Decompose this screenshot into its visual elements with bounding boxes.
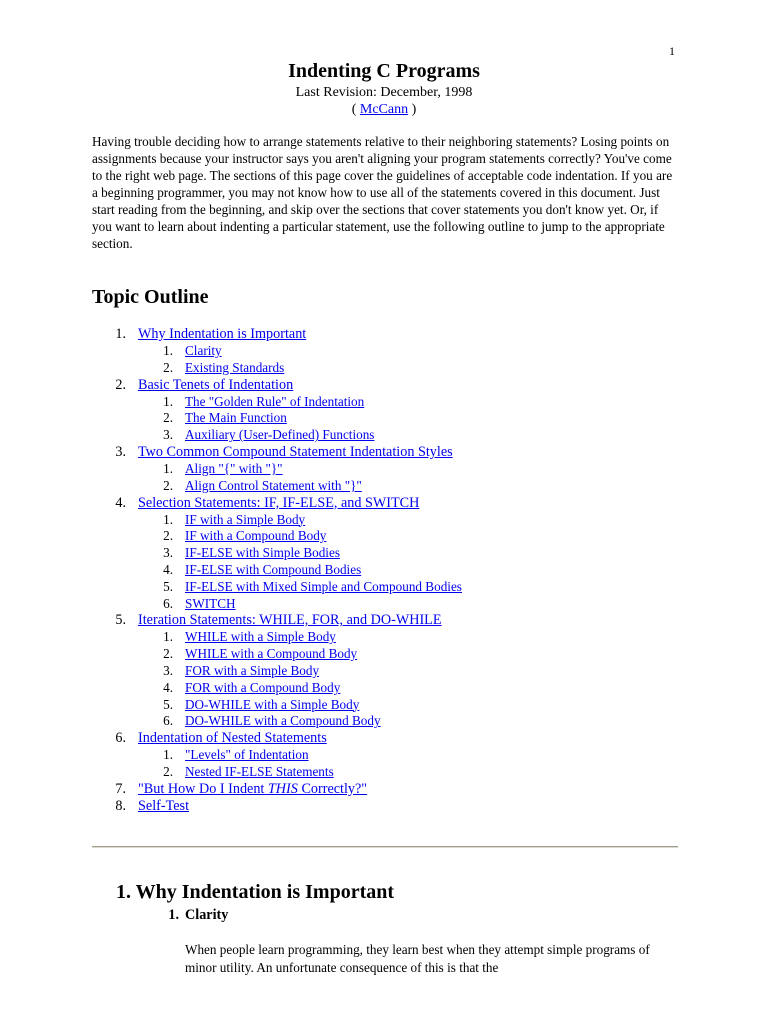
page-number: 1: [669, 44, 675, 58]
author-line: [0, 101, 768, 118]
outline-subitem-number: 1.: [163, 747, 173, 763]
outline-sublink[interactable]: Auxiliary (User-Defined) Functions: [185, 427, 375, 443]
outline-subitem: [0, 461, 768, 478]
outline-item: [0, 612, 768, 629]
outline-subitem-number: 3.: [163, 662, 173, 678]
outline-subitem: [0, 579, 768, 596]
subsection-heading-clarity: [0, 905, 768, 925]
outline-sublink[interactable]: Existing Standards: [185, 359, 285, 375]
outline-item-number: 1.: [115, 326, 126, 342]
outline-sublink[interactable]: DO-WHILE with a Simple Body: [185, 696, 360, 712]
outline-subitem-number: 3.: [163, 545, 173, 561]
outline-item: [0, 730, 768, 747]
outline-subitem-number: 4.: [163, 679, 173, 695]
outline-subitem-number: 2.: [163, 528, 173, 544]
outline-subitem: [0, 646, 768, 663]
outline-subitem: [0, 478, 768, 495]
outline-subitem: [0, 713, 768, 730]
outline-subitem: [0, 747, 768, 764]
outline-link[interactable]: Basic Tenets of Indentation: [138, 376, 294, 393]
outline-sublink[interactable]: Clarity: [185, 343, 222, 358]
outline-subitem: [0, 562, 768, 579]
outline-item: [0, 377, 768, 394]
outline-link[interactable]: Iteration Statements: WHILE, FOR, and DO-WHILE: [138, 612, 442, 629]
outline-subitem: [0, 629, 768, 646]
outline-subitem-number: 6.: [163, 713, 173, 729]
outline-subitem: [0, 663, 768, 680]
outline-item-number: 5.: [115, 612, 126, 629]
outline-subitem-number: 1.: [163, 393, 173, 409]
outline-item-number: 3.: [115, 443, 126, 460]
intro-paragraph: Having trouble deciding how to arrange statements relative to their neighboring statements? Losing points on assignments because your instructor says you aren't aligning your program statements correctly? You've come to the right web page. The sections of this page cover the guidelines of acceptable code indentation. If you are a beginning programmer, you may not know how to use all of the statements covered in this document. Just start reading from the beginning, and skip over the sections that cover statements you don't know yet. Or, if you want to learn about indenting a particular statement, use the following outline to jump to the appropriate section.: [92, 134, 673, 251]
outline-sublink[interactable]: The "Golden Rule" of Indentation: [185, 393, 365, 409]
topic-outline-heading: Topic Outline: [92, 286, 209, 308]
outline-subitem: [0, 512, 768, 529]
outline-sublink[interactable]: SWITCH: [185, 595, 236, 611]
outline-sublink[interactable]: FOR with a Compound Body: [185, 679, 341, 695]
outline-subitem-number: 2.: [163, 763, 173, 779]
outline-subitem-number: 1.: [163, 629, 173, 645]
outline-subitem-number: 1.: [163, 343, 173, 358]
outline-sublink[interactable]: Nested IF-ELSE Statements: [185, 763, 334, 779]
outline-sublink[interactable]: WHILE with a Compound Body: [185, 646, 358, 662]
outline-sublink[interactable]: FOR with a Simple Body: [185, 662, 320, 678]
author-close: ): [408, 102, 417, 117]
outline-subitem: [0, 764, 768, 781]
outline-sublink[interactable]: Align Control Statement with "}": [185, 477, 362, 493]
outline-subitem: [0, 410, 768, 427]
outline-item-number: 6.: [115, 730, 126, 747]
outline-link[interactable]: Selection Statements: IF, IF-ELSE, and SWITCH: [138, 494, 420, 511]
author-open: (: [351, 102, 360, 117]
outline-item-number: 4.: [115, 494, 126, 511]
outline-subitem: [0, 545, 768, 562]
document-header: [0, 58, 768, 118]
outline-subitem: [0, 427, 768, 444]
outline-subitem: [0, 360, 768, 377]
outline-sublink[interactable]: IF with a Compound Body: [185, 528, 327, 544]
document-title: Indenting C Programs: [288, 60, 480, 82]
outline-link[interactable]: Why Indentation is Important: [138, 326, 307, 342]
outline-subitem: [0, 343, 768, 360]
outline-subitem-number: 2.: [163, 477, 173, 493]
topic-outline-list: [0, 326, 768, 815]
outline-subitem-number: 4.: [163, 561, 173, 577]
outline-sublink[interactable]: IF with a Simple Body: [185, 511, 306, 527]
outline-sublink[interactable]: WHILE with a Simple Body: [185, 629, 336, 645]
section-heading-why-indentation: 1. Why Indentation is Important: [116, 881, 395, 903]
outline-sublink[interactable]: IF-ELSE with Compound Bodies: [185, 561, 362, 577]
outline-sublink[interactable]: IF-ELSE with Mixed Simple and Compound Bodies: [185, 578, 462, 594]
outline-subitem-number: 2.: [163, 410, 173, 426]
outline-subitem-number: 5.: [163, 578, 173, 594]
horizontal-divider: [92, 846, 678, 848]
outline-subitem-number: 3.: [163, 427, 173, 443]
outline-item: [0, 444, 768, 461]
author-link[interactable]: McCann: [359, 102, 409, 117]
outline-subitem-number: 6.: [163, 595, 173, 611]
outline-sublink[interactable]: IF-ELSE with Simple Bodies: [185, 545, 340, 561]
outline-subitem: [0, 394, 768, 411]
outline-link-text: Correctly?": [297, 780, 368, 797]
subsection-number: 1.: [168, 907, 179, 923]
outline-link[interactable]: Two Common Compound Statement Indentation Styles: [138, 443, 453, 460]
clarity-paragraph: When people learn programming, they learn best when they attempt simple programs of minor utility. An unfortunate consequence of this is that the: [185, 942, 650, 975]
outline-subitem: [0, 596, 768, 613]
outline-item: [0, 326, 768, 343]
outline-subitem-number: 2.: [163, 359, 173, 375]
outline-link-emphasis: THIS: [267, 780, 298, 797]
outline-sublink[interactable]: Align "{" with "}": [185, 460, 283, 476]
outline-item-number: 2.: [115, 376, 126, 393]
outline-link[interactable]: Self-Test: [138, 797, 190, 814]
outline-link[interactable]: Indentation of Nested Statements: [138, 730, 327, 747]
outline-link-text: "But How Do I Indent: [138, 780, 268, 797]
outline-link[interactable]: [138, 781, 367, 798]
outline-sublink[interactable]: DO-WHILE with a Compound Body: [185, 713, 381, 729]
outline-subitem: [0, 528, 768, 545]
subsection-title: Clarity: [185, 907, 229, 923]
outline-subitem-number: 1.: [163, 460, 173, 476]
outline-subitem: [0, 680, 768, 697]
outline-item: [0, 798, 768, 815]
outline-subitem: [0, 697, 768, 714]
outline-subitem-number: 2.: [163, 646, 173, 662]
outline-subitem-number: 1.: [163, 511, 173, 527]
outline-item-number: 7.: [115, 780, 126, 797]
outline-sublink[interactable]: The Main Function: [185, 410, 287, 426]
outline-sublink[interactable]: "Levels" of Indentation: [185, 747, 309, 763]
outline-subitem-number: 5.: [163, 696, 173, 712]
outline-item-number: 8.: [115, 797, 126, 814]
outline-item: [0, 781, 768, 798]
outline-item: [0, 495, 768, 512]
last-revision: Last Revision: December, 1998: [295, 85, 473, 100]
